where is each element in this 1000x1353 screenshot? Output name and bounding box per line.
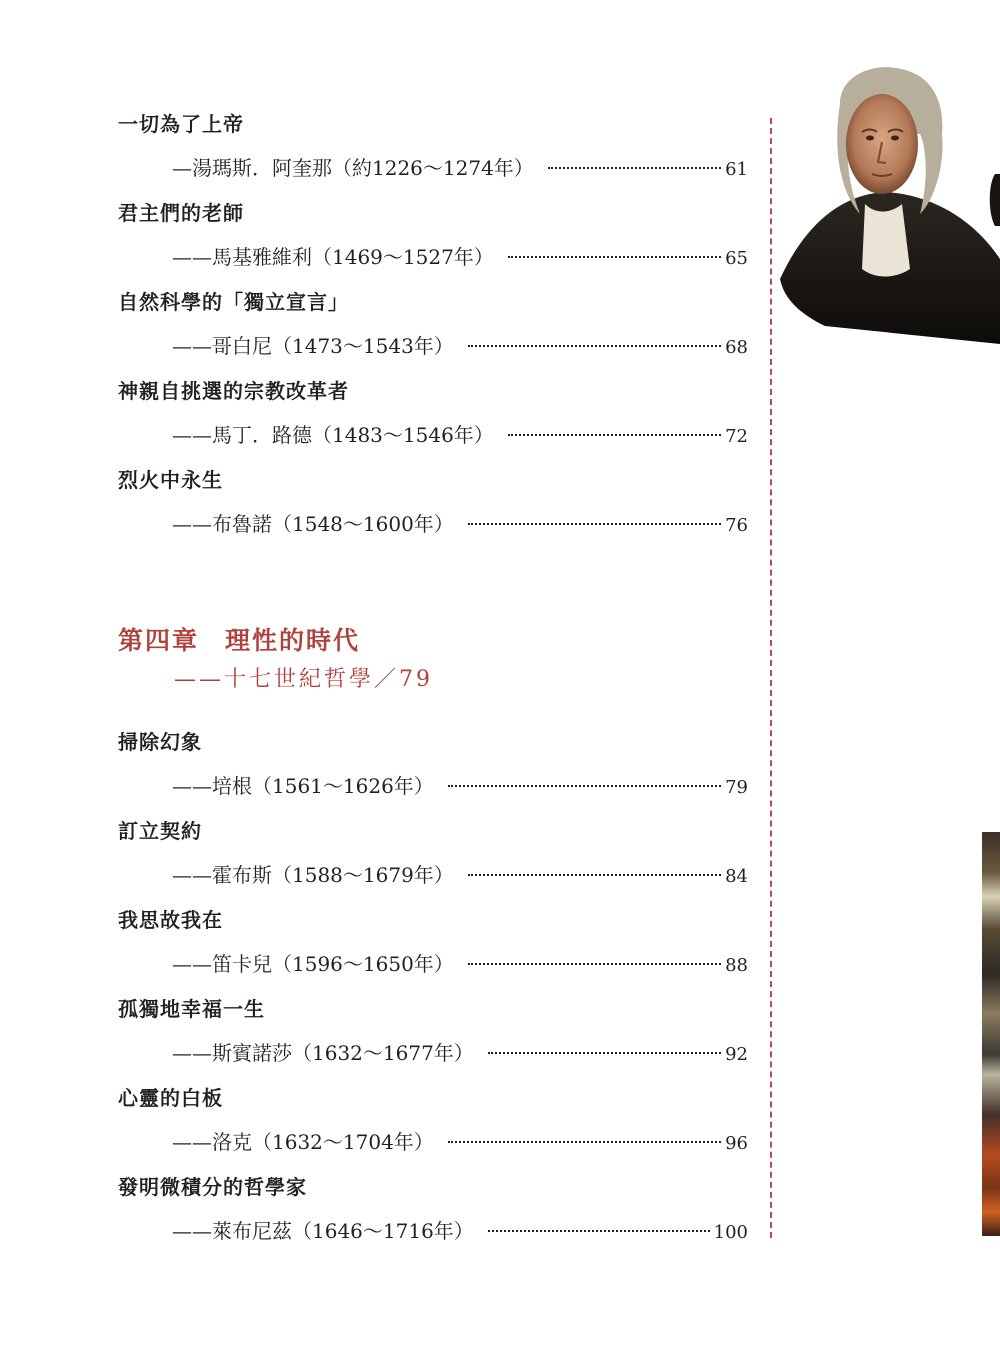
page-number: 100 xyxy=(713,1222,748,1243)
leader-dots xyxy=(508,256,721,258)
entry-line xyxy=(118,244,748,270)
entry-subtitle: ——布魯諾（1548～1600年） xyxy=(172,512,454,536)
entry-title: 發明微積分的哲學家 xyxy=(118,1175,307,1199)
leader-dots xyxy=(448,785,721,787)
toc-entry[interactable] xyxy=(118,1175,748,1244)
leader-dots xyxy=(548,167,721,169)
entry-line xyxy=(118,1218,748,1244)
toc-entry[interactable] xyxy=(118,201,748,270)
toc-entry[interactable] xyxy=(118,468,748,537)
page-number: 65 xyxy=(725,248,748,269)
chapter-name: 理性的時代 xyxy=(225,626,361,655)
toc-entry[interactable] xyxy=(118,379,748,448)
page-number: 61 xyxy=(725,159,748,180)
entry-title: 一切為了上帝 xyxy=(118,112,244,136)
page-number: 79 xyxy=(725,777,748,798)
toc-entry[interactable] xyxy=(118,997,748,1066)
page-number: 72 xyxy=(725,426,748,447)
entry-line xyxy=(118,951,748,977)
leader-dots xyxy=(488,1052,721,1054)
toc-entry[interactable] xyxy=(118,730,748,799)
entry-line xyxy=(118,511,748,537)
entry-subtitle: ——萊布尼茲（1646～1716年） xyxy=(172,1219,474,1243)
toc-entry[interactable] xyxy=(118,1086,748,1155)
entry-title: 心靈的白板 xyxy=(118,1086,223,1110)
entry-subtitle: ——培根（1561～1626年） xyxy=(172,774,434,798)
entry-line xyxy=(118,1040,748,1066)
entry-title: 神親自挑選的宗教改革者 xyxy=(118,379,349,403)
entry-subtitle: ——哥白尼（1473～1543年） xyxy=(172,334,454,358)
entry-subtitle: —湯瑪斯．阿奎那（約1226～1274年） xyxy=(172,156,534,180)
chapter-title xyxy=(118,624,433,658)
entry-title: 自然科學的「獨立宣言」 xyxy=(118,290,349,314)
page-number: 96 xyxy=(725,1133,748,1154)
entry-subtitle: ——馬丁．路德（1483～1546年） xyxy=(172,423,494,447)
entry-title: 孤獨地幸福一生 xyxy=(118,997,265,1021)
page-number: 76 xyxy=(725,515,748,536)
entry-subtitle: ——馬基雅維利（1469～1527年） xyxy=(172,245,494,269)
chapter-heading[interactable] xyxy=(118,624,433,694)
entry-line xyxy=(118,422,748,448)
leader-dots xyxy=(508,434,721,436)
toc-entry[interactable] xyxy=(118,112,748,181)
entry-subtitle: ——洛克（1632～1704年） xyxy=(172,1130,434,1154)
philosopher-portrait-image xyxy=(770,64,1000,344)
leader-dots xyxy=(488,1230,710,1232)
chapter-label: 第四章 xyxy=(118,626,200,655)
entry-title: 君主們的老師 xyxy=(118,201,244,225)
entry-title: 烈火中永生 xyxy=(118,468,223,492)
entry-subtitle: ——笛卡兒（1596～1650年） xyxy=(172,952,454,976)
painting-image-strip xyxy=(982,832,1000,1236)
toc-entry[interactable] xyxy=(118,908,748,977)
toc-entry[interactable] xyxy=(118,819,748,888)
chapter-subtitle: ——十七世紀哲學／79 xyxy=(174,667,433,692)
entry-title: 我思故我在 xyxy=(118,908,223,932)
page-number: 88 xyxy=(725,955,748,976)
leader-dots xyxy=(468,874,721,876)
leader-dots xyxy=(448,1141,721,1143)
toc-entry[interactable] xyxy=(118,290,748,359)
entry-subtitle: ——霍布斯（1588～1679年） xyxy=(172,863,454,887)
page-number: 68 xyxy=(725,337,748,358)
toc-section-4 xyxy=(118,730,748,1244)
page-number: 92 xyxy=(725,1044,748,1065)
entry-line xyxy=(118,333,748,359)
entry-line xyxy=(118,862,748,888)
entry-line xyxy=(118,1129,748,1155)
leader-dots xyxy=(468,523,721,525)
entry-title: 訂立契約 xyxy=(118,819,202,843)
page-number: 84 xyxy=(725,866,748,887)
leader-dots xyxy=(468,963,721,965)
leader-dots xyxy=(468,345,721,347)
entry-line xyxy=(118,773,748,799)
entry-title: 掃除幻象 xyxy=(118,730,202,754)
entry-line xyxy=(118,155,748,181)
toc-section-3 xyxy=(118,112,748,537)
entry-subtitle: ——斯賓諾莎（1632～1677年） xyxy=(172,1041,474,1065)
